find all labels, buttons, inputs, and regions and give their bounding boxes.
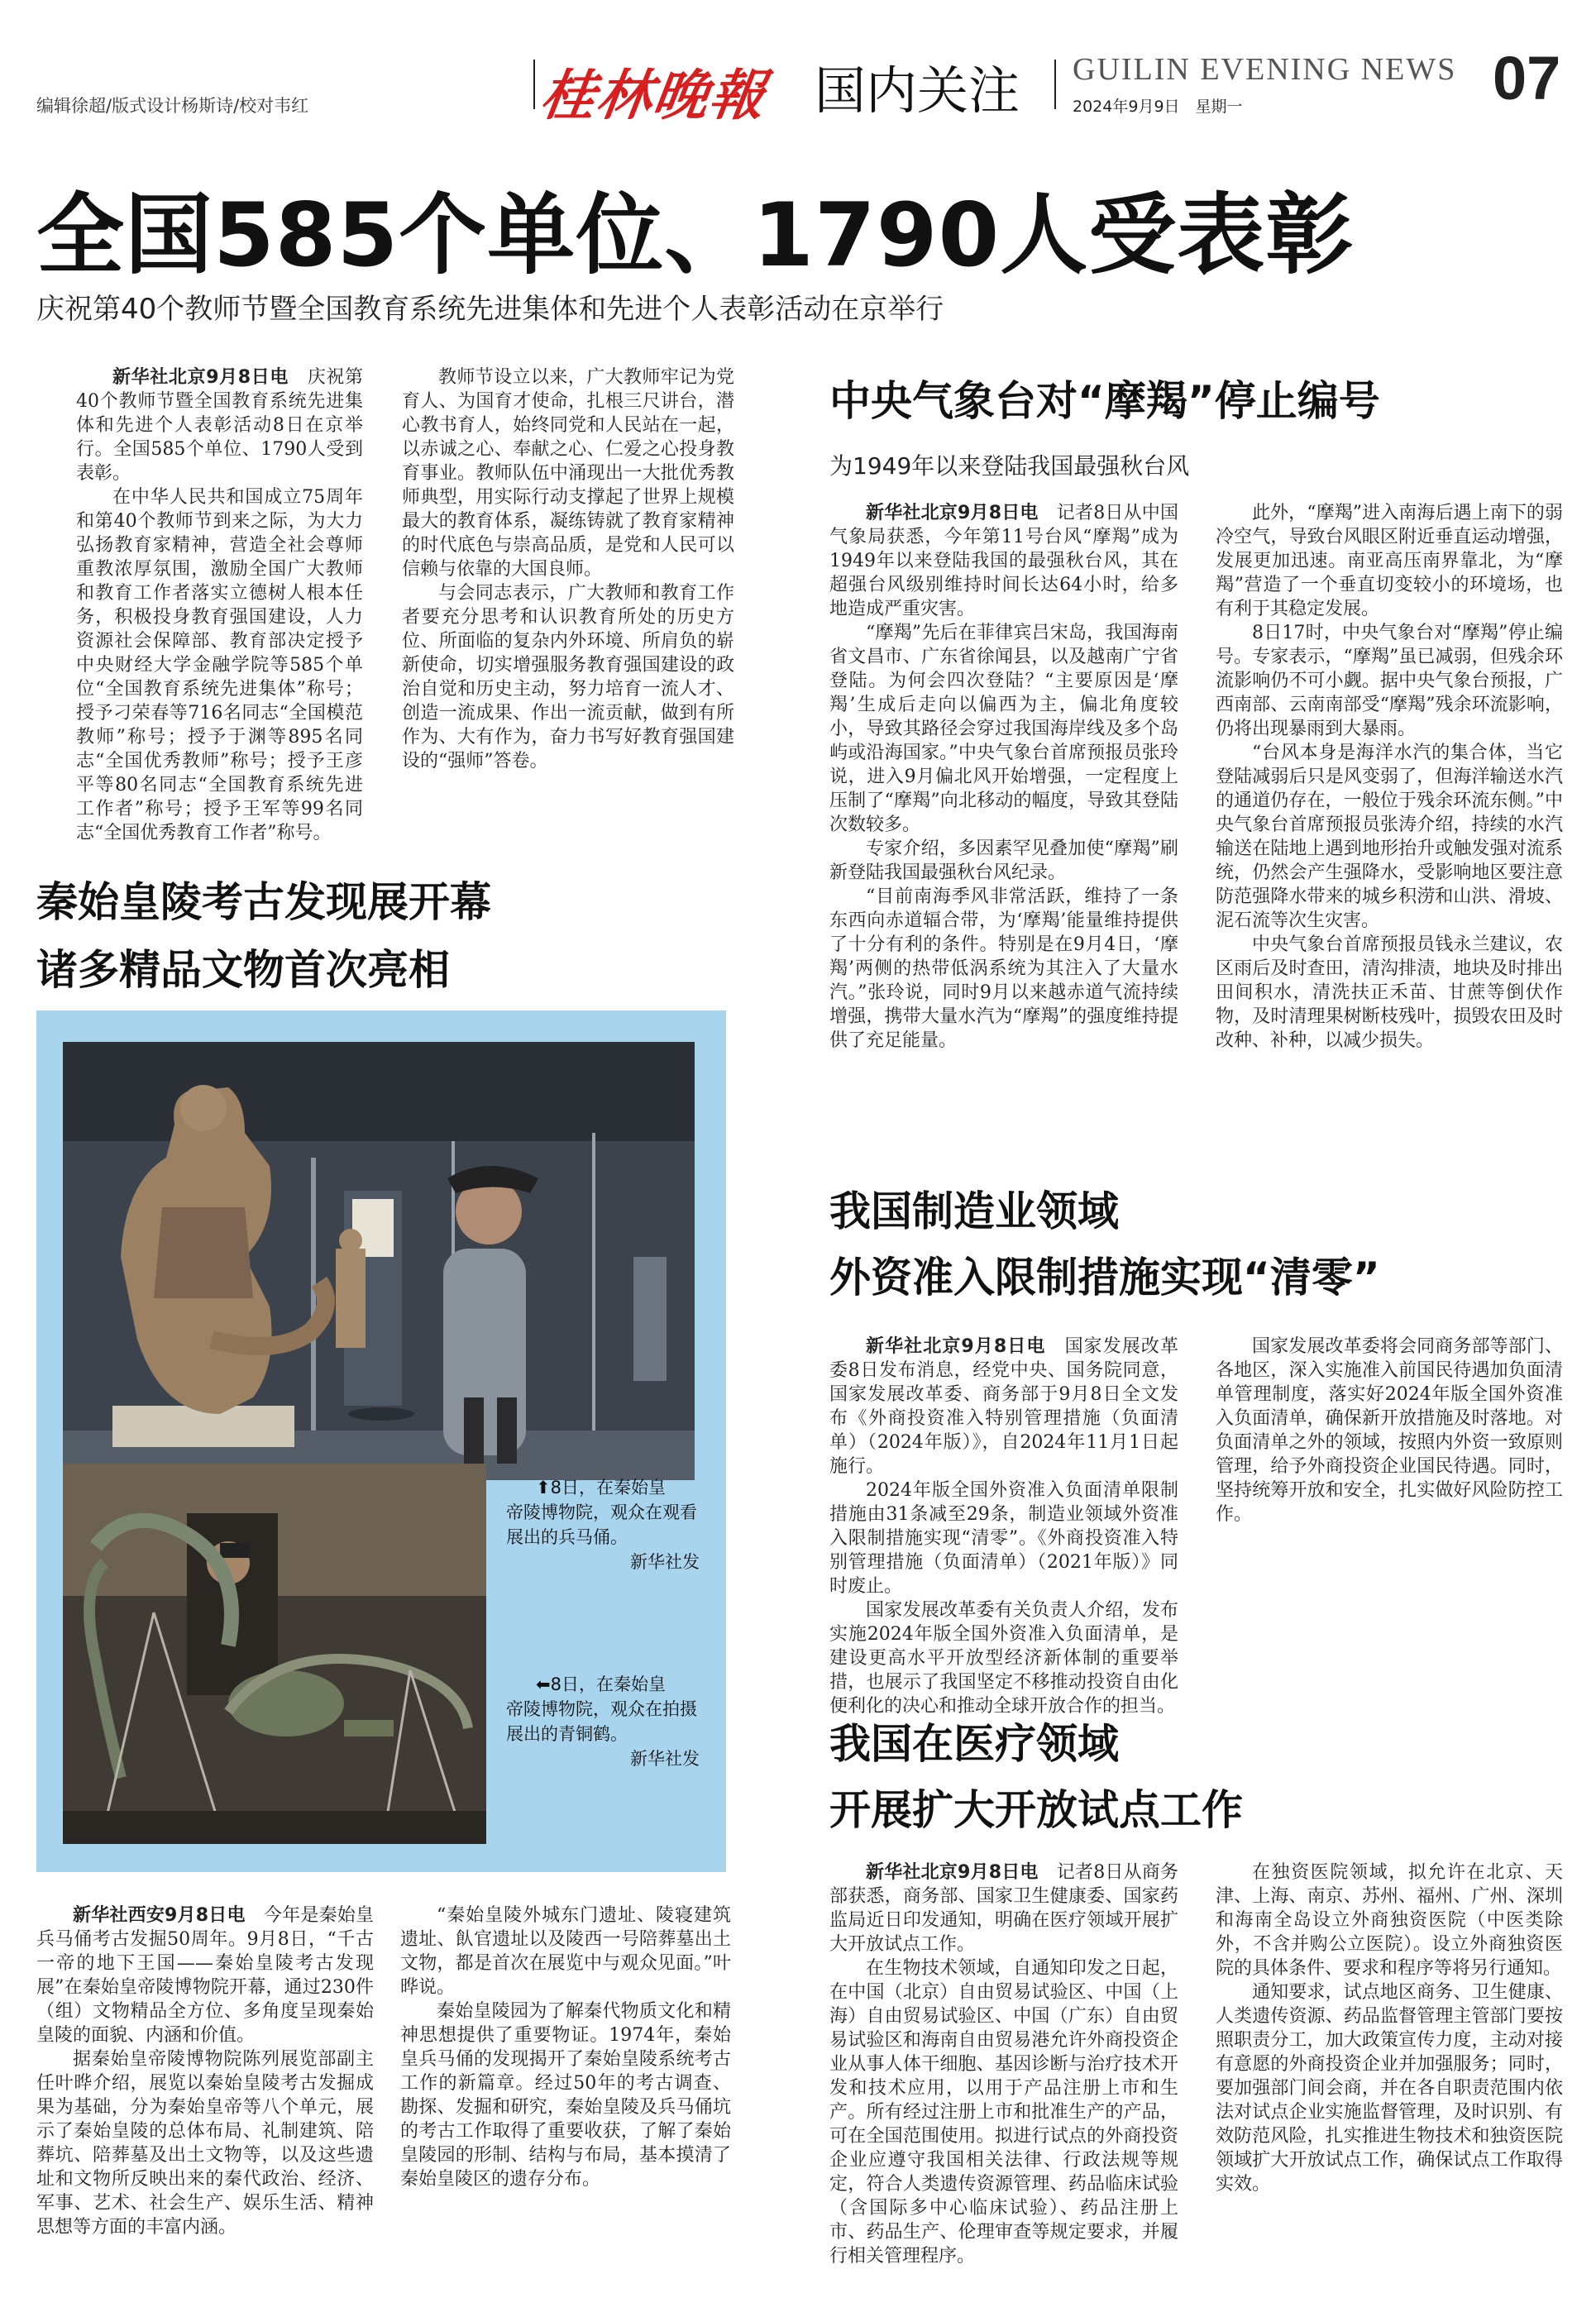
manufacturing-headline-line1: 我国制造业领域 <box>829 1187 1119 1235</box>
qin-column-2 <box>400 1904 731 2284</box>
typhoon-column-2 <box>1216 501 1563 1136</box>
typhoon-dateline: 新华社北京9月8日电 <box>866 503 1039 523</box>
typhoon-paragraph: 此外，“摩羯”进入南海后遇上南下的弱冷空气，导致台风眼区附近垂直运动增强，发展更加迅速。南亚高压南界靠北，为“摩羯”营造了一个垂直切变较小的环境场，也有利于其稳定发展。 <box>1216 503 1563 619</box>
typhoon-paragraph: 中央气象台首席预报员钱永兰建议，农区雨后及时查田，清沟排渍，地块及时排出田间积水，清洗扶正禾苗、甘蔗等倒伏作物，及时清理果树断枝残叶，损毁农田及时改种、补种，以减少损失。 <box>1216 934 1563 1051</box>
qin-headline-line1: 秦始皇陵考古发现展开幕 <box>36 878 491 926</box>
medical-dateline: 新华社北京9月8日电 <box>866 1862 1039 1883</box>
article1-paragraph: 与会同志表示，广大教师和教育工作者要充分思考和认识教育所处的历史方位、所面临的复杂内外环境、所肩负的崭新使命，切实增强服务教育强国建设的政治自觉和历史主动，努力培育一流人才、创造一流成果、作出一流贡献，做到有所作为、大有作为，奋力书写好教育强国建设的“强师”答卷。 <box>402 583 734 771</box>
editor-credits: 编辑徐超/版式设计杨斯诗/校对韦红 <box>36 96 309 116</box>
medical-column-2 <box>1216 1861 1563 2284</box>
manufacturing-headline-line2: 外资准入限制措施实现“清零” <box>829 1254 1380 1302</box>
photo1-caption-text: 帝陵博物院，观众在观看展出的兵马俑。 <box>506 1502 697 1547</box>
typhoon-paragraph: “台风本身是海洋水汽的集合体，当它登陆减弱后只是风变弱了，但海洋输送水汽的通道仍存在，一般位于残余环流东侧。”中央气象台首席预报员张涛介绍，持续的水汽输送在陆地上遇到地形抬升或触发强对流系统，仍然会产生强降水，受影响地区要注意防范强降水带来的城乡积涝和山洪、滑坡、泥石流等次生灾害。 <box>1216 743 1563 931</box>
qin-paragraph: “秦始皇陵外城东门遗址、陵寝建筑遗址、飤官遗址以及陵西一号陪葬墓出土文物，都是首次在展览中与观众见面。”叶晔说。 <box>400 1905 731 1998</box>
photo2-caption-line1: ⬅8日，在秦始皇 <box>536 1674 666 1694</box>
bronze-crane-illustration <box>63 1464 486 1844</box>
header-divider-2 <box>1054 60 1056 109</box>
manufacturing-column-2 <box>1216 1335 1563 1657</box>
typhoon-paragraph: “摩羯”先后在菲律宾吕宋岛，我国海南省文昌市、广东省徐闻县，以及越南广宁省登陆。为何会四次登陆？“主要原因是‘摩羯’生成后走向以偏西为主，偏北角度较小，导致其路径会穿过我国海岸线及多个岛屿或沿海国家。”中央气象台首席预报员张玲说，进入9月偏北风开始增强，一定程度上压制了“摩羯”向北移动的幅度，导致其登陆次数较多。 <box>829 623 1178 835</box>
main-headline: 全国585个单位、1790人受表彰 <box>36 184 1355 286</box>
typhoon-paragraph: 新华社北京9月8日电 记者8日从中国气象局获悉，今年第11号台风“摩羯”成为1949年以来登陆我国的最强秋台风，其在超强台风级别维持时间长达64小时，给多地造成严重灾害。 <box>829 503 1178 619</box>
manufacturing-paragraph: 新华社北京9月8日电 国家发展改革委8日发布消息，经党中央、国务院同意，国家发展改革委、商务部于9月8日全文发布《外商投资准入特别管理措施（负面清单）（2024年版）》，自2024年11月1日起施行。 <box>829 1336 1178 1477</box>
qin-headline-line2: 诸多精品文物首次亮相 <box>36 946 450 994</box>
qin-dateline: 新华社西安9月8日电 <box>73 1905 246 1926</box>
qin-column-1 <box>36 1904 374 2284</box>
typhoon-headline: 中央气象台对“摩羯”停止编号 <box>829 377 1380 425</box>
page-number: 07 <box>1493 44 1561 112</box>
photo-panel <box>36 1010 726 1872</box>
terracotta-warrior-illustration <box>63 1042 695 1480</box>
main-subheadline: 庆祝第40个教师节暨全国教育系统先进集体和先进个人表彰活动在京举行 <box>36 293 944 326</box>
bronze-crane-photo <box>63 1464 486 1844</box>
qin-paragraph: 新华社西安9月8日电 今年是秦始皇兵马俑考古发掘50周年。9月8日，“千古一帝的地下王国——秦始皇陵考古发现展”在秦始皇帝陵博物院开幕，通过230件（组）文物精品全方位、多角度呈现秦始皇陵的面貌、内涵和价值。 <box>36 1905 374 2046</box>
medical-headline-line2: 开展扩大开放试点工作 <box>829 1786 1243 1834</box>
article1-paragraph: 教师节设立以来，广大教师牢记为党育人、为国育才使命，扎根三尺讲台，潜心教书育人，始终同党和人民站在一起，以赤诚之心、奉献之心、仁爱之心投身教育事业。教师队伍中涌现出一大批优秀教师典型，用实际行动支撑起了世界上规模最大的教育体系，凝练铸就了教育家精神的时代底色与崇高品质，是党和人民可以信赖与依靠的大国良师。 <box>402 367 734 580</box>
article1-column-1 <box>76 365 363 843</box>
qin-paragraph: 秦始皇陵园为了解秦代物质文化和精神思想提供了重要物证。1974年，秦始皇兵马俑的发现揭开了秦始皇陵系统考古工作的新篇章。经过50年的考古调查、勘探、发掘和研究，秦始皇陵及兵马俑坑的考古工作取得了重要收获，了解了秦始皇陵园的形制、结构与布局，基本摸清了秦始皇陵区的遗存分布。 <box>400 2001 731 2190</box>
photo1-caption-line1: ⬆8日，在秦始皇 <box>536 1478 666 1498</box>
newspaper-logo: 桂林晚報 <box>536 63 771 127</box>
manufacturing-paragraph: 国家发展改革委有关负责人介绍，发布实施2024年版全国外资准入负面清单，是建设更高水平开放型经济新体制的重要举措，也展示了我国坚定不移推动投资自由化便利化的决心和推动全球开放合作的担当。 <box>829 1600 1178 1717</box>
typhoon-paragraph: 8日17时，中央气象台对“摩羯”停止编号。专家表示，“摩羯”虽已减弱，但残余环流影响仍不可小觑。据中央气象台预报，广西南部、云南南部受“摩羯”残余环流影响，仍将出现暴雨到大暴雨。 <box>1216 623 1563 739</box>
manufacturing-dateline: 新华社北京9月8日电 <box>866 1336 1046 1357</box>
medical-paragraph: 新华社北京9月8日电 记者8日从商务部获悉，商务部、国家卫生健康委、国家药监局近日印发通知，明确在医疗领域开展扩大开放试点工作。 <box>829 1862 1178 1955</box>
medical-headline-line1: 我国在医疗领域 <box>829 1720 1119 1768</box>
photo1-caption-credit: 新华社发 <box>630 1552 700 1572</box>
medical-paragraph: 通知要求，试点地区商务、卫生健康、人类遗传资源、药品监督管理主管部门要按照职责分工，加大政策宣传力度，主动对接有意愿的外商投资企业并加强服务；同时，要加强部门间会商，并在各自职责范围内依法对试点企业实施监督管理，及时识别、有效防范风险，扎实推进生物技术和独资医院领域扩大开放试点工作，确保试点工作取得实效。 <box>1216 1982 1563 2195</box>
photo1-caption <box>503 1475 700 1574</box>
medical-paragraph: 在独资医院领域，拟允许在北京、天津、上海、南京、苏州、福州、广州、深圳和海南全岛设立外商独资医院（中医类除外，不含并购公立医院）。设立外商独资医院的具体条件、要求和程序等将另行通知。 <box>1216 1862 1563 1979</box>
typhoon-subheadline: 为1949年以来登陆我国最强秋台风 <box>829 452 1190 480</box>
photo2-caption-credit: 新华社发 <box>630 1749 700 1769</box>
medical-column-1 <box>829 1861 1178 2284</box>
article1-column-2 <box>402 365 734 829</box>
photo2-caption <box>503 1672 700 1771</box>
issue-date: 2024年9月9日 星期一 <box>1073 98 1243 116</box>
article1-paragraph: 新华社北京9月8日电 庆祝第40个教师节暨全国教育系统先进集体和先进个人表彰活动8日在京举行。全国585个单位、1790人受到表彰。 <box>76 367 363 484</box>
manufacturing-paragraph: 国家发展改革委将会同商务部等部门、各地区，深入实施准入前国民待遇加负面清单管理制度，落实好2024年版全国外资准入负面清单，确保新开放措施及时落地。对负面清单之外的领域，按照内外资一致原则管理，给予外商投资企业国民待遇。同时，坚持统筹开放和安全，扎实做好风险防控工作。 <box>1216 1336 1563 1525</box>
terracotta-warrior-photo <box>63 1042 695 1480</box>
typhoon-paragraph: “目前南海季风非常活跃，维持了一条东西向赤道辐合带，为‘摩羯’能量维持提供了十分有利的条件。特别是在9月4日，‘摩羯’两侧的热带低涡系统为其注入了大量水汽。”张玲说，同时9月以来越赤道气流持续增强，携带大量水汽为“摩羯”的强度维持提供了充足能量。 <box>829 886 1178 1051</box>
article1-dateline: 新华社北京9月8日电 <box>112 367 289 388</box>
section-title: 国内关注 <box>815 60 1020 121</box>
header-divider <box>533 60 535 109</box>
manufacturing-paragraph: 2024年版全国外资准入负面清单限制措施由31条减至29条，制造业领域外资准入限制措施实现“清零”。《外商投资准入特别管理措施（负面清单）（2021年版）》同时废止。 <box>829 1480 1178 1597</box>
typhoon-paragraph: 专家介绍，多因素罕见叠加使“摩羯”刷新登陆我国最强秋台风纪录。 <box>829 838 1178 883</box>
manufacturing-column-1 <box>829 1335 1178 1717</box>
photo2-caption-text: 帝陵博物院，观众在拍摄展出的青铜鹤。 <box>506 1699 697 1744</box>
medical-paragraph: 在生物技术领域，自通知印发之日起，在中国（北京）自由贸易试验区、中国（上海）自由贸易试验区、中国（广东）自由贸易试验区和海南自由贸易港允许外商投资企业从事人体干细胞、基因诊断与治疗技术开发和技术应用，以用于产品注册上市和生产。所有经过注册上市和批准生产的产品，可在全国范围使用。拟进行试点的外商投资企业应遵守我国相关法律、行政法规等规定，符合人类遗传资源管理、药品临床试验（含国际多中心临床试验）、药品注册上市、药品生产、伦理审查等规定要求，并履行相关管理程序。 <box>829 1958 1178 2267</box>
article1-paragraph: 在中华人民共和国成立75周年和第40个教师节到来之际，为大力弘扬教育家精神，营造全社会尊师重教浓厚氛围，激励全国广大教师和教育工作者落实立德树人根本任务，积极投身教育强国建设，人力资源社会保障部、教育部决定授予中央财经大学金融学院等585个单位“全国教育系统先进集体”称号；授予刁荣春等716名同志“全国模范教师”称号；授予于渊等895名同志“全国优秀教师”称号；授予王彦平等80名同志“全国教育系统先进工作者”称号；授予王军等99名同志“全国优秀教育工作者”称号。 <box>76 487 363 843</box>
english-masthead: GUILIN EVENING NEWS <box>1073 52 1457 87</box>
qin-paragraph: 据秦始皇帝陵博物院陈列展览部副主任叶晔介绍，展览以秦始皇陵考古发掘成果为基础，分为秦始皇帝等八个单元，展示了秦始皇陵的总体布局、礼制建筑、陪葬坑、陪葬墓及出土文物等，以及这些遗址和文物所反映出来的秦代政治、经济、军事、艺术、社会生产、娱乐生活、精神思想等方面的丰富内涵。 <box>36 2049 374 2238</box>
typhoon-column-1 <box>829 501 1178 1136</box>
